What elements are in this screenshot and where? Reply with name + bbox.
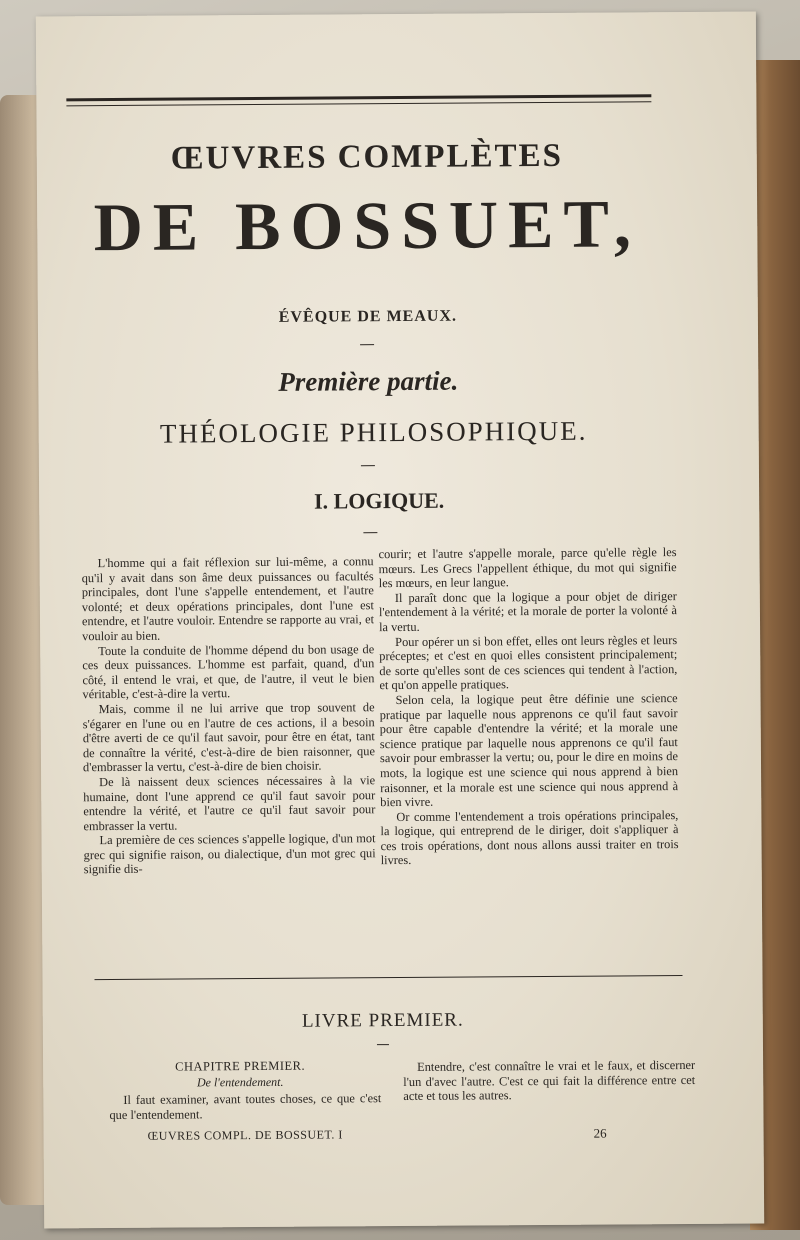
text-column-left	[82, 554, 376, 877]
chapter-text-right: Entendre, c'est connaître le vrai et le faux, et discerner l'un d'avec l'autre. C'est ce qui fait la différence entre cet acte et tous les autres.	[403, 1057, 696, 1104]
paragraph: De là naissent deux sciences nécessaires à la vie humaine, dont l'une apprend ce qu'il faut savoir pour entendre la vérité, et l'autre ce qu'il faut savoir pour embrasser la vertu.	[83, 773, 376, 833]
part-heading: Première partie.	[278, 365, 459, 397]
section-heading: THÉOLOGIE PHILOSOPHIQUE.	[159, 415, 588, 449]
chapter-text-left: Il faut examiner, avant toutes choses, ce que c'est que l'entendement.	[109, 1091, 382, 1122]
paragraph: Selon cela, la logique peut être définie une science pratique par laquelle nous apprenons ce qu'il faut savoir pour être capable d'entendre la vérité; et la morale une science pratique par laquelle nous apprenons ce qu'il faut savoir pour embrasser la vertu; ou, pour le dire en moins de mots, la logique est une science qui nous apprend à bien raisonner, et la morale est une science qui nous apprend à bien vivre.	[379, 691, 679, 810]
section-rule	[94, 975, 682, 980]
footer-signature: ŒUVRES COMPL. DE BOSSUET. I	[147, 1127, 343, 1143]
chapter-subtitle: De l'entendement.	[196, 1074, 284, 1090]
paragraph: Pour opérer un si bon effet, elles ont leurs règles et leurs préceptes; et c'est en quoi elles consistent principalement; de sorte qu'elles sont de ces sciences qui tendent à l'action, et qu'on appelle pratiques.	[379, 632, 678, 693]
paragraph: courir; et l'autre s'appelle morale, parce qu'elle règle les mœurs. Les Grecs l'appellent éthique, du mot qui signifie les mœurs, en leur langue.	[378, 545, 677, 591]
chapter-heading: I. LOGIQUE.	[313, 487, 445, 514]
page-number: 26	[593, 1125, 607, 1141]
paragraph: Mais, comme il ne lui arrive que trop souvent de s'égarer en l'une ou en l'autre de ces actions, il a besoin d'être averti de ce qu'il faut savoir, pour être en état, tant de connaître la vérité, c'est-à-dire de bien raisonner, que d'embrasser la vertu, c'est-à-dire de bien choisir.	[82, 700, 375, 775]
paragraph: L'homme qui a fait réflexion sur lui-même, a connu qu'il y avait dans son âme deux puissances ou facultés principales, dont l'une s'appelle entendement, et l'autre volonté; et deux opérations principales, dont l'une est entendre, et l'autre vouloir. Entendre se rapporte au vrai, et vouloir au bien.	[81, 554, 375, 644]
separator-dash	[363, 532, 377, 533]
book-heading: LIVRE PREMIER.	[301, 1009, 464, 1032]
paragraph: La première de ces sciences s'appelle logique, d'un mot grec qui signifie raison, ou dialectique, d'un mot grec qui signifie dis-	[83, 831, 376, 877]
paragraph: Il paraît donc que la logique a pour objet de diriger l'entendement à la vérité; et la morale de porter la volonté à la vertu.	[378, 588, 677, 635]
separator-dash	[377, 1044, 389, 1045]
author-subtitle: ÉVÊQUE DE MEAUX.	[278, 307, 458, 326]
book-page	[36, 12, 764, 1229]
paragraph: Or comme l'entendement a trois opérations principales, la logique, qui entreprend de le diriger, doit s'appliquer à ces trois opérations, dont nous allons aussi traiter en trois livres.	[380, 807, 679, 868]
paragraph: Toute la conduite de l'homme dépend du bon usage de ces deux puissances. L'homme est parfait, quand, d'un côté, il entend le vrai, et que, de l'autre, il veut le bien véritable, c'est-à-dire la vertu.	[82, 641, 375, 702]
text-column-right	[378, 545, 678, 868]
separator-dash	[361, 465, 375, 466]
chapter-title: CHAPITRE PREMIER.	[175, 1058, 306, 1074]
top-double-rule	[66, 94, 651, 106]
separator-dash	[360, 344, 374, 345]
title-line-1: ŒUVRES COMPLÈTES	[170, 137, 564, 177]
title-line-2: DE BOSSUET,	[93, 185, 642, 266]
